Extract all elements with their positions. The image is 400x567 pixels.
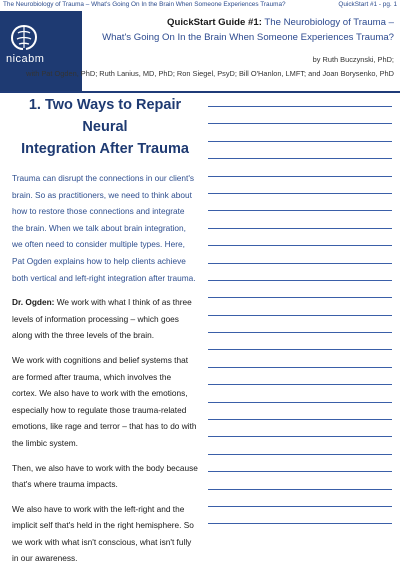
note-line — [208, 367, 392, 368]
note-line — [208, 228, 392, 229]
note-line — [208, 141, 392, 142]
paragraph-1 — [12, 294, 198, 344]
nicabm-logo-icon — [9, 24, 39, 52]
speaker-label: Dr. Ogden: — [12, 297, 55, 308]
note-line — [208, 176, 392, 177]
note-line — [208, 454, 392, 455]
section-heading — [12, 94, 198, 160]
note-line — [208, 471, 392, 472]
guide-title-line1: The Neurobiology of Trauma – — [264, 17, 394, 28]
section-heading-line2: Integration After Trauma — [21, 141, 189, 157]
byline-author: by Ruth Buczynski, PhD; — [312, 55, 394, 64]
main-column — [12, 92, 198, 567]
note-line — [208, 523, 392, 524]
title-banner — [0, 11, 400, 91]
running-header-page: QuickStart #1 - pg. 1 — [338, 1, 397, 8]
note-line — [208, 315, 392, 316]
note-line — [208, 263, 392, 264]
note-line — [208, 210, 392, 211]
byline — [26, 53, 394, 81]
paragraph-1-text: We work with what I think of as three levels of information processing – which goes along with the three levels of the brain. — [12, 297, 192, 341]
note-line — [208, 123, 392, 124]
note-line — [208, 506, 392, 507]
note-line — [208, 280, 392, 281]
paragraph-3: Then, we also have to work with the body because that's where trauma impacts. — [12, 462, 198, 490]
notes-lines — [208, 106, 392, 541]
guide-label: QuickStart Guide #1: — [167, 17, 262, 28]
guide-title-line2: What's Going On In the Brain When Someone Experiences Trauma? — [102, 32, 394, 43]
note-line — [208, 489, 392, 490]
intro-paragraph: Trauma can disrupt the connections in our client's brain. So as practitioners, we need to think about how to restore those connections and integrate the brain. When we talk about brain integration, we often need to consider multiple types. Here, Pat Ogden explains how to help clients achieve both vertical and left-right integration after trauma. — [12, 173, 196, 283]
guide-title — [102, 15, 394, 45]
note-line — [208, 349, 392, 350]
note-line — [208, 245, 392, 246]
note-line — [208, 332, 392, 333]
note-line — [208, 384, 392, 385]
logo-wordmark: nicabm — [6, 53, 45, 65]
paragraph-2: We work with cognitions and belief systems that are formed after trauma, which involves the cortex. We also have to work with the emotions, especially how to regulate those trauma-related emotions, like rage and terror – that has to do with the limbic system. — [12, 354, 197, 448]
note-line — [208, 106, 392, 107]
byline-contributors: with Pat Ogden, PhD; Ruth Lanius, MD, PhD; Ron Siegel, PsyD; Bill O'Hanlon, LMFT; and Joan Borysenko, PhD — [26, 69, 394, 78]
section-heading-line1: 1. Two Ways to Repair Neural — [28, 97, 182, 135]
note-line — [208, 436, 392, 437]
running-header — [0, 0, 400, 10]
running-header-title: The Neurobiology of Trauma – What's Going On In the Brain When Someone Experiences Trauma? — [3, 1, 286, 8]
note-line — [208, 419, 392, 420]
note-line — [208, 158, 392, 159]
paragraph-4: We also have to work with the left-right and the implicit self that's held in the right hemisphere. So we work with what isn't conscious, what isn't fully in our awareness. — [12, 503, 194, 564]
note-line — [208, 402, 392, 403]
note-line — [208, 193, 392, 194]
note-line — [208, 297, 392, 298]
